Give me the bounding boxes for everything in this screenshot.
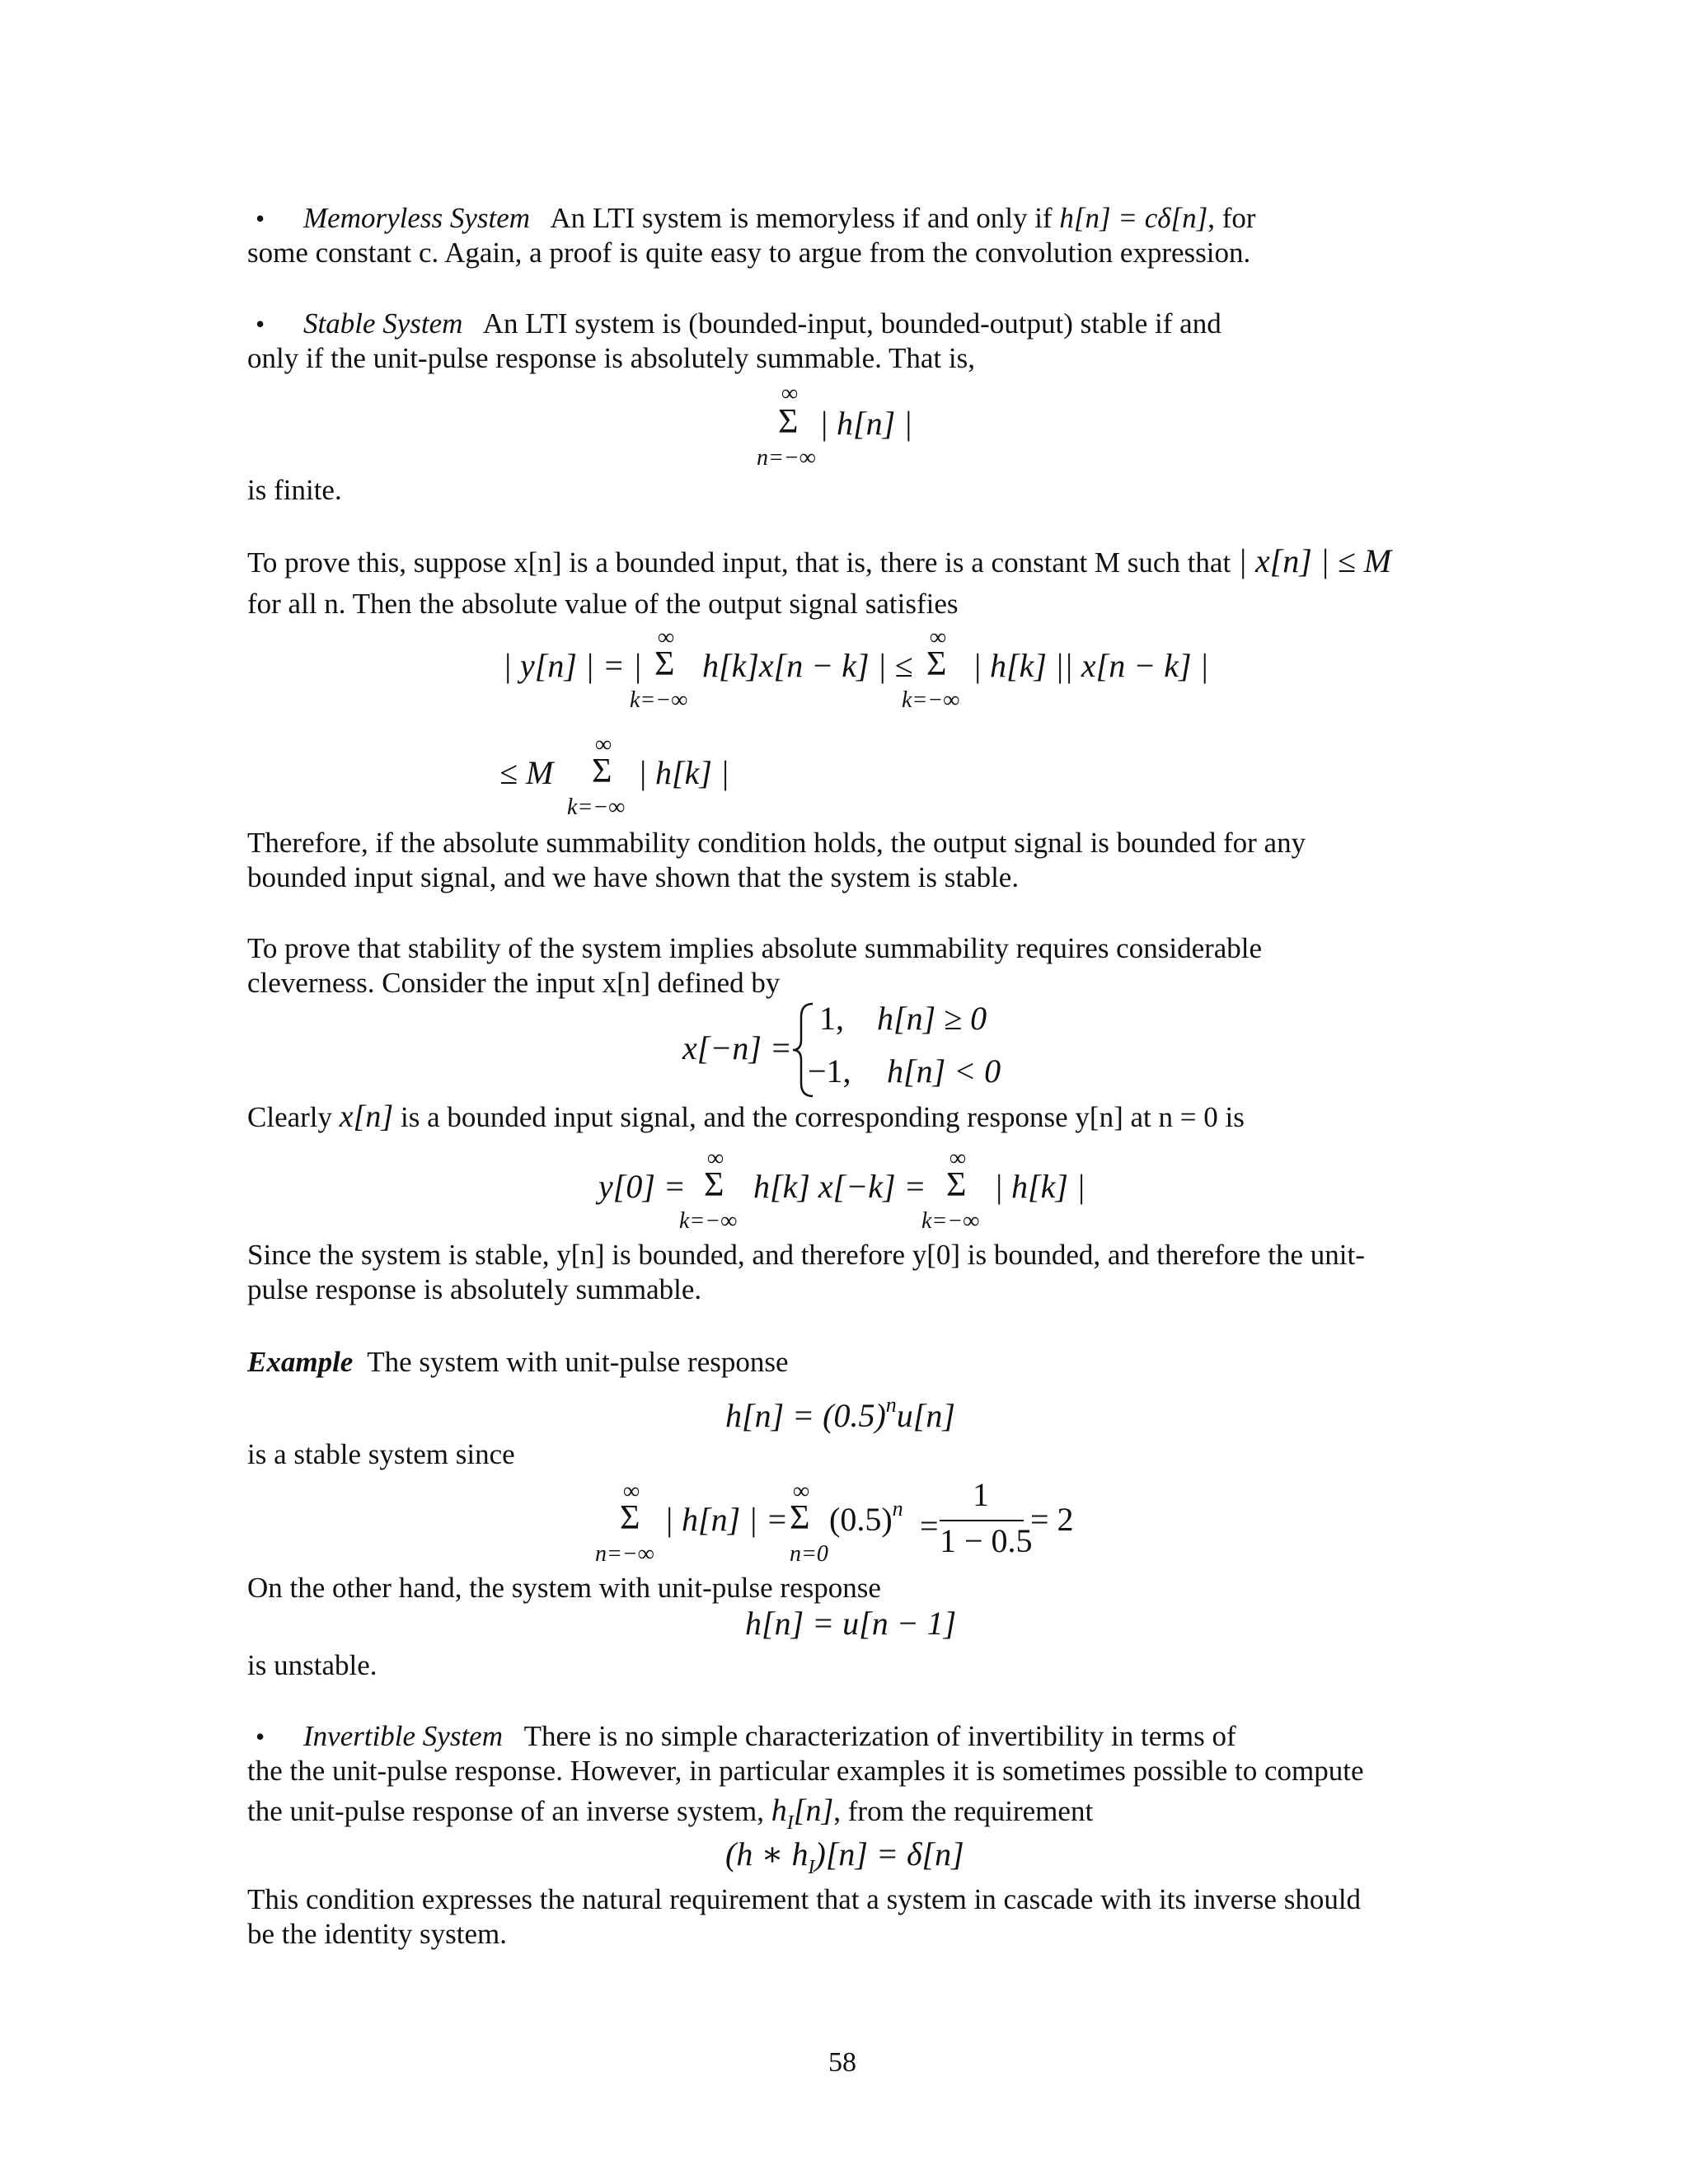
eq2-sum2-lower: k=−∞	[902, 687, 960, 713]
eq2-abs-term: | h[k] || x[n − k] |	[973, 647, 1209, 684]
term-stable: Stable System	[303, 307, 463, 340]
ex-sum2-lower: n=0	[790, 1541, 828, 1567]
memoryless-eq: h[n] = cδ[n]	[1059, 202, 1208, 234]
condition-line1: This condition expresses the natural requirement that a system in cascade with its inverse should	[247, 1883, 1362, 1915]
unstable-line: is unstable.	[247, 1649, 377, 1681]
memoryless-line1	[303, 201, 1256, 236]
memoryless-for: , for	[1207, 202, 1256, 234]
invertible-line3b: , from the requirement	[833, 1795, 1094, 1827]
y0-rhs: | h[k] |	[994, 1168, 1085, 1205]
since-line1: Since the system is stable, y[n] is bounded, and therefore y[0] is bounded, and therefore the unit-	[247, 1239, 1365, 1271]
y0-sum1-sigma: Σ	[704, 1166, 724, 1204]
y0-sum2-sigma: Σ	[946, 1166, 967, 1204]
term-invertible: Invertible System	[303, 1720, 503, 1752]
therefore-line1: Therefore, if the absolute summability condition holds, the output signal is bounded for any	[247, 827, 1306, 859]
ex-equals-two: = 2	[1030, 1501, 1074, 1538]
eq2-sum1-sigma: Σ	[654, 645, 675, 683]
y0-lhs: y[0] =	[598, 1168, 686, 1205]
finite-line: is finite.	[247, 474, 342, 506]
stable-line2: only if the unit-pulse response is absolutely summable. That is,	[247, 342, 975, 374]
y0-middle: h[k] x[−k] =	[753, 1168, 926, 1205]
proof-line2: for all n. Then the absolute value of the output signal satisfies	[247, 588, 959, 620]
eq2-lhs: | y[n] | = |	[503, 647, 642, 684]
condition-line2: be the identity system.	[247, 1918, 507, 1950]
case2-condition: h[n] < 0	[887, 1052, 1001, 1090]
ex-half-pow: $(0.5)^n$	[829, 1497, 903, 1538]
bullet-invertible: •	[256, 1722, 265, 1751]
frac-denominator: 1 − 0.5	[940, 1522, 1033, 1559]
eq2-sum1-lower: k=−∞	[630, 687, 688, 713]
case1-condition: h[n] ≥ 0	[877, 1000, 987, 1037]
eq1-lower-limit: n=−∞	[757, 445, 816, 471]
eq2-sum2-sigma: Σ	[926, 645, 947, 683]
ex-sum1-lower: n=−∞	[595, 1541, 654, 1567]
invertible-line2: the the unit-pulse response. However, in particular examples it is sometimes possible to compute	[247, 1755, 1364, 1787]
example-h-eq: $h[n] = (0.5)^nu[n]$	[725, 1393, 955, 1434]
eq3-upper: ∞	[595, 732, 612, 757]
y0-sum1-lower: k=−∞	[679, 1208, 738, 1234]
eq1-sigma: Σ	[778, 403, 799, 441]
eq3-term: | h[k] |	[638, 754, 729, 791]
stable-text: An LTI system is (bounded-input, bounded-output) stable if and	[482, 307, 1221, 340]
clearly-word: Clearly	[247, 1101, 333, 1133]
y0-sum1-upper: ∞	[707, 1146, 724, 1171]
example-line	[247, 1345, 789, 1380]
term-memoryless: Memoryless System	[303, 202, 531, 234]
inverse-eq: (h ∗ $h_I)[n] = \delta[n]$	[725, 1835, 964, 1878]
case1-value: 1,	[819, 1000, 844, 1037]
proof-line1	[247, 544, 1391, 580]
eq2-conv: h[k]x[n − k] | ≤	[702, 647, 913, 684]
ex-sum2-upper: ∞	[793, 1479, 809, 1504]
page-number: 58	[828, 2047, 856, 2078]
clearly-line	[247, 1099, 1245, 1135]
invertible-line3a: the unit-pulse response of an inverse system,	[247, 1795, 764, 1827]
bullet-memoryless: •	[256, 204, 265, 233]
other-hand-line: On the other hand, the system with unit-pulse response	[247, 1572, 881, 1604]
clever-line1: To prove that stability of the system implies absolute summability requires considerable	[247, 932, 1263, 964]
bounded-eq: | x[n] | ≤ M	[1237, 542, 1392, 579]
y0-sum2-upper: ∞	[950, 1146, 966, 1171]
stable-since-line: is a stable system since	[247, 1438, 515, 1470]
invertible-line1	[303, 1719, 1236, 1754]
eq3-leM: ≤ M	[499, 754, 554, 791]
example-label: Example	[247, 1346, 354, 1378]
memoryless-text: An LTI system is memoryless if and only if	[550, 202, 1053, 234]
therefore-line2: bounded input signal, and we have shown that the system is stable.	[247, 861, 1020, 893]
piecewise-lhs: x[−n] =	[682, 1029, 792, 1066]
ex-sum1-upper: ∞	[623, 1479, 640, 1504]
eq2-sum1-upper: ∞	[658, 625, 674, 650]
clever-line2: cleverness. Consider the input x[n] defined by	[247, 967, 781, 999]
unstable-h-eq: h[n] = u[n − 1]	[745, 1605, 957, 1642]
bullet-stable: •	[256, 309, 265, 339]
eq3-lower: k=−∞	[567, 794, 626, 820]
stable-line1	[303, 307, 1221, 341]
ex-sum1-sigma: Σ	[620, 1499, 640, 1537]
invertible-line3	[247, 1793, 1093, 1832]
y0-sum2-lower: k=−∞	[921, 1208, 980, 1234]
frac-numerator: 1	[973, 1476, 989, 1513]
invertible-text: There is no simple characterization of invertibility in terms of	[523, 1720, 1236, 1752]
eq1-upper-limit: ∞	[781, 381, 798, 406]
hI-symbol: $h_I[n]$	[771, 1793, 834, 1834]
case2-value: −1,	[808, 1052, 851, 1090]
ex-sum-abs: | h[n] | =	[664, 1501, 789, 1538]
since-line2: pulse response is absolutely summable.	[247, 1273, 702, 1305]
ex-sum2-sigma: Σ	[790, 1499, 810, 1537]
eq2-sum2-upper: ∞	[930, 625, 946, 650]
clearly-text: is a bounded input signal, and the corresponding response y[n] at n = 0 is	[400, 1101, 1245, 1133]
proof-text: To prove this, suppose x[n] is a bounded input, that is, there is a constant M such that	[247, 546, 1231, 579]
example-text: The system with unit-pulse response	[367, 1346, 789, 1378]
ex-equals: =	[920, 1507, 939, 1544]
eq1-term: | h[n] |	[819, 405, 913, 442]
memoryless-line2: some constant c. Again, a proof is quite easy to argue from the convolution expression.	[247, 237, 1251, 269]
eq3-sigma: Σ	[592, 752, 612, 790]
clearly-xn: x[n]	[339, 1099, 394, 1134]
